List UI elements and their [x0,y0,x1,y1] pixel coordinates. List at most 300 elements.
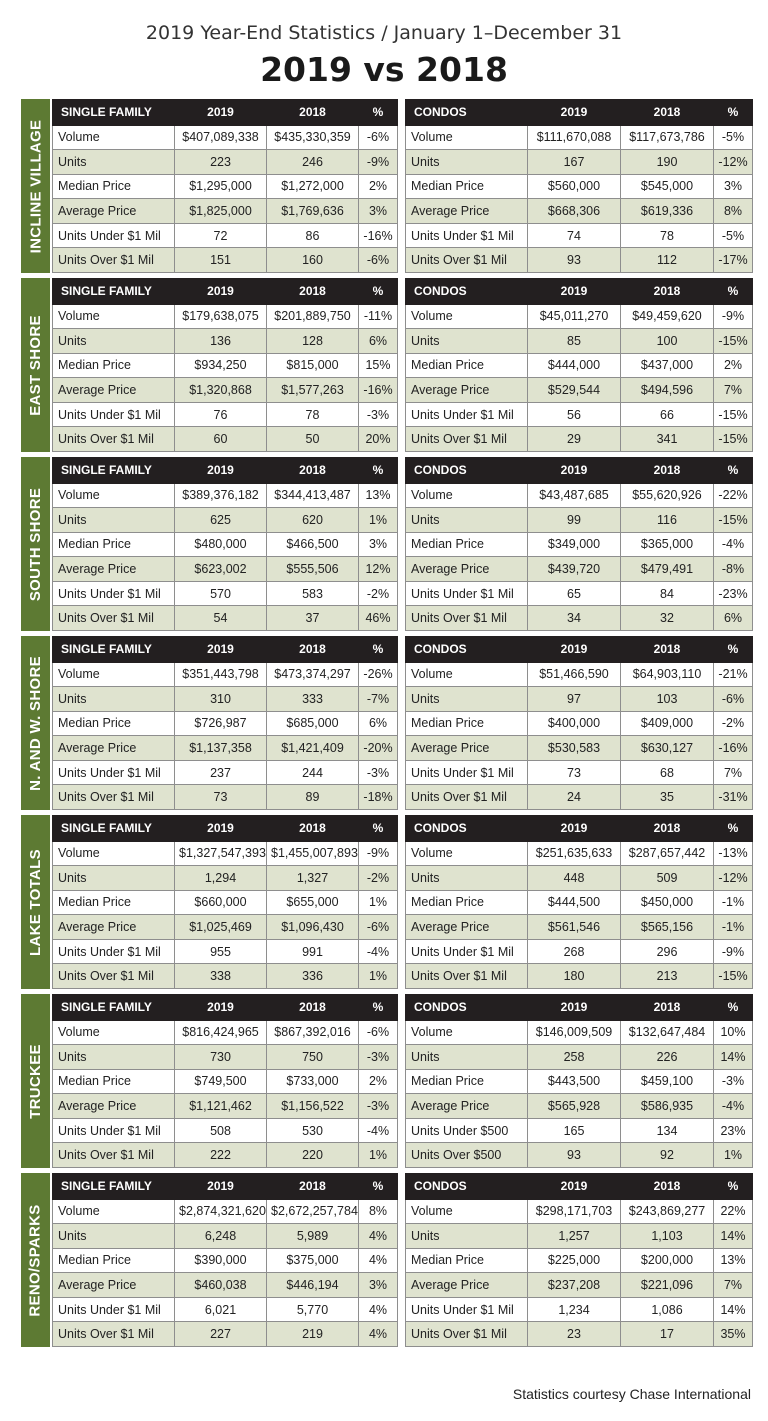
value-2019: $407,089,338 [175,125,267,150]
value-2018: $479,491 [621,557,714,582]
value-2018: 89 [267,785,359,810]
row-label: Units [406,508,528,533]
value-2019: $51,466,590 [528,662,621,687]
value-2019: 310 [175,687,267,712]
row-label: Units Under $1 Mil [406,581,528,606]
percent-change: -5% [714,223,753,248]
value-2018: 92 [621,1143,714,1168]
percent-change: 2% [359,174,398,199]
row-label: Median Price [53,353,175,378]
percent-change: 14% [714,1224,753,1249]
table-row [406,581,753,606]
row-label: Units Under $1 Mil [406,760,528,785]
table-row [53,353,398,378]
percent-change: -3% [359,402,398,427]
percent-change: -4% [714,532,753,557]
value-2019: 508 [175,1118,267,1143]
table-row [406,711,753,736]
percent-change: 3% [359,1273,398,1298]
row-label: Average Price [53,915,175,940]
value-2019: 1,234 [528,1297,621,1322]
value-2018: $466,500 [267,532,359,557]
table-row [53,915,398,940]
percent-change: 46% [359,606,398,631]
percent-change: -26% [359,662,398,687]
row-label: Volume [53,125,175,150]
value-2019: 24 [528,785,621,810]
column-2019: 2019 [175,816,267,842]
table-row [406,841,753,866]
percent-change: 35% [714,1322,753,1347]
value-2018: $49,459,620 [621,304,714,329]
percent-change: 1% [714,1143,753,1168]
value-2019: $400,000 [528,711,621,736]
row-label: Median Price [406,532,528,557]
table-row [406,483,753,508]
row-label: Units Over $1 Mil [406,1322,528,1347]
value-2018: $64,903,110 [621,662,714,687]
value-2019: 730 [175,1045,267,1070]
value-2018: 1,103 [621,1224,714,1249]
region-incline-village [21,99,752,273]
row-label: Median Price [53,174,175,199]
value-2019: 625 [175,508,267,533]
value-2018: $2,672,257,784 [267,1199,359,1224]
value-2018: $221,096 [621,1273,714,1298]
table-row [53,736,398,761]
table-row [53,1273,398,1298]
table-row [406,378,753,403]
value-2018: 5,989 [267,1224,359,1249]
value-2019: 227 [175,1322,267,1347]
row-label: Volume [53,841,175,866]
table-row [406,1224,753,1249]
single-family-table [52,457,398,631]
single-family-table [52,278,398,452]
row-label: Units [53,866,175,891]
column-percent: % [359,279,398,305]
value-2018: $409,000 [621,711,714,736]
region-label [21,815,50,989]
row-label: Units [406,150,528,175]
row-label: Units Over $1 Mil [53,964,175,989]
condos-table [405,457,753,631]
row-label: Units Over $1 Mil [406,248,528,273]
value-2018: 78 [621,223,714,248]
value-2018: 17 [621,1322,714,1347]
table-row [406,125,753,150]
column-percent: % [359,637,398,663]
table-heading: SINGLE FAMILY [53,279,175,305]
value-2019: 180 [528,964,621,989]
percent-change: -11% [359,304,398,329]
condos-table [405,278,753,452]
value-2019: 93 [528,248,621,273]
row-label: Average Price [53,378,175,403]
percent-change: 1% [359,890,398,915]
table-row [406,1143,753,1168]
value-2019: $623,002 [175,557,267,582]
value-2019: 151 [175,248,267,273]
value-2019: 268 [528,939,621,964]
row-label: Average Price [53,736,175,761]
region-n-and-w-shore [21,636,752,810]
region-name: INCLINE VILLAGE [27,119,45,253]
value-2019: $561,546 [528,915,621,940]
single-family-table [52,1173,398,1347]
percent-change: -22% [714,483,753,508]
table-row [406,174,753,199]
row-label: Units Under $1 Mil [53,760,175,785]
row-label: Units Over $1 Mil [53,785,175,810]
percent-change: -8% [714,557,753,582]
percent-change: 13% [714,1248,753,1273]
value-2018: 620 [267,508,359,533]
table-row [406,1248,753,1273]
table-row [406,964,753,989]
row-label: Units Under $1 Mil [406,402,528,427]
table-row [53,402,398,427]
row-label: Units Under $1 Mil [53,939,175,964]
row-label: Units Over $500 [406,1143,528,1168]
value-2019: $749,500 [175,1069,267,1094]
percent-change: 10% [714,1020,753,1045]
percent-change: 7% [714,378,753,403]
value-2018: $437,000 [621,353,714,378]
percent-change: -15% [714,329,753,354]
table-row [53,557,398,582]
value-2018: $815,000 [267,353,359,378]
percent-change: -6% [714,687,753,712]
row-label: Units [53,508,175,533]
percent-change: 1% [359,964,398,989]
table-row [406,662,753,687]
row-label: Units Under $1 Mil [53,581,175,606]
value-2019: $726,987 [175,711,267,736]
table-heading: SINGLE FAMILY [53,100,175,126]
row-label: Volume [406,125,528,150]
percent-change: -1% [714,915,753,940]
row-label: Units Under $1 Mil [53,1297,175,1322]
value-2018: $1,272,000 [267,174,359,199]
value-2019: $668,306 [528,199,621,224]
region-truckee [21,994,752,1168]
row-label: Median Price [406,1248,528,1273]
value-2018: $685,000 [267,711,359,736]
value-2019: 165 [528,1118,621,1143]
percent-change: 1% [359,508,398,533]
row-label: Units Over $1 Mil [53,427,175,452]
percent-change: -6% [359,248,398,273]
percent-change: 8% [714,199,753,224]
table-row [53,248,398,273]
percent-change: -3% [714,1069,753,1094]
percent-change: -4% [359,939,398,964]
percent-change: 8% [359,1199,398,1224]
column-2019: 2019 [528,1174,621,1200]
percent-change: -9% [359,150,398,175]
value-2018: 750 [267,1045,359,1070]
row-label: Units Under $1 Mil [406,223,528,248]
percent-change: -21% [714,662,753,687]
table-row [406,1094,753,1119]
column-2018: 2018 [267,100,359,126]
value-2018: 219 [267,1322,359,1347]
row-label: Units Under $1 Mil [53,1118,175,1143]
value-2018: 160 [267,248,359,273]
table-row [406,427,753,452]
value-2018: 296 [621,939,714,964]
percent-change: -20% [359,736,398,761]
value-2019: 60 [175,427,267,452]
column-2019: 2019 [528,458,621,484]
region-name: EAST SHORE [27,314,45,416]
table-heading: CONDOS [406,100,528,126]
region-name: TRUCKEE [27,1043,45,1119]
value-2019: 76 [175,402,267,427]
row-label: Volume [53,483,175,508]
table-row [53,1199,398,1224]
value-2018: $473,374,297 [267,662,359,687]
table-row [406,223,753,248]
percent-change: -12% [714,866,753,891]
row-label: Units Under $1 Mil [53,223,175,248]
table-row [406,150,753,175]
column-percent: % [359,1174,398,1200]
table-row [53,662,398,687]
row-label: Median Price [406,711,528,736]
value-2018: 66 [621,402,714,427]
column-percent: % [359,816,398,842]
value-2018: $733,000 [267,1069,359,1094]
row-label: Median Price [406,1069,528,1094]
row-label: Units [406,1045,528,1070]
value-2019: $2,874,321,620 [175,1199,267,1224]
percent-change: 3% [359,532,398,557]
row-label: Average Price [53,1273,175,1298]
percent-change: 6% [359,711,398,736]
table-heading: CONDOS [406,816,528,842]
table-heading: CONDOS [406,1174,528,1200]
single-family-table [52,815,398,989]
row-label: Units Over $1 Mil [53,1143,175,1168]
value-2019: $1,825,000 [175,199,267,224]
page-title: 2019 vs 2018 [260,50,508,89]
value-2019: 6,021 [175,1297,267,1322]
percent-change: 6% [359,329,398,354]
table-heading: SINGLE FAMILY [53,637,175,663]
statistics-credit: Statistics courtesy Chase International [512,1386,751,1402]
table-row [53,1045,398,1070]
table-row [406,939,753,964]
row-label: Average Price [406,557,528,582]
value-2019: 6,248 [175,1224,267,1249]
percent-change: -15% [714,427,753,452]
value-2019: 955 [175,939,267,964]
single-family-table [52,994,398,1168]
table-row [53,687,398,712]
percent-change: 7% [714,1273,753,1298]
table-row [53,378,398,403]
column-2018: 2018 [621,637,714,663]
table-heading: SINGLE FAMILY [53,816,175,842]
value-2018: 991 [267,939,359,964]
value-2019: $816,424,965 [175,1020,267,1045]
table-row [406,1297,753,1322]
value-2018: $201,889,750 [267,304,359,329]
value-2019: 85 [528,329,621,354]
value-2018: $243,869,277 [621,1199,714,1224]
percent-change: 6% [714,606,753,631]
percent-change: -23% [714,581,753,606]
table-row [406,557,753,582]
value-2018: 583 [267,581,359,606]
value-2018: 100 [621,329,714,354]
value-2019: $1,327,547,393 [175,841,267,866]
column-2019: 2019 [175,995,267,1021]
value-2018: 134 [621,1118,714,1143]
column-percent: % [714,1174,753,1200]
column-2018: 2018 [621,995,714,1021]
table-row [406,199,753,224]
table-row [53,304,398,329]
percent-change: 14% [714,1045,753,1070]
value-2019: $560,000 [528,174,621,199]
table-row [53,890,398,915]
table-row [406,606,753,631]
column-2018: 2018 [621,279,714,305]
condos-table [405,1173,753,1347]
row-label: Average Price [406,736,528,761]
value-2018: $1,421,409 [267,736,359,761]
value-2019: 65 [528,581,621,606]
row-label: Median Price [53,532,175,557]
value-2019: $480,000 [175,532,267,557]
row-label: Units Under $1 Mil [406,1297,528,1322]
row-label: Units Under $1 Mil [406,939,528,964]
value-2019: 72 [175,223,267,248]
percent-change: -16% [714,736,753,761]
value-2019: 93 [528,1143,621,1168]
row-label: Median Price [406,890,528,915]
percent-change: -2% [359,581,398,606]
row-label: Units [53,687,175,712]
value-2019: $225,000 [528,1248,621,1273]
value-2018: 333 [267,687,359,712]
value-2018: $1,455,007,893 [267,841,359,866]
table-row [406,890,753,915]
percent-change: -9% [714,304,753,329]
region-label [21,278,50,452]
table-row [53,581,398,606]
value-2018: $459,100 [621,1069,714,1094]
value-2019: $237,208 [528,1273,621,1298]
value-2018: $117,673,786 [621,125,714,150]
value-2018: 509 [621,866,714,891]
table-row [406,508,753,533]
value-2018: $565,156 [621,915,714,940]
table-row [53,760,398,785]
column-2018: 2018 [267,995,359,1021]
table-heading: CONDOS [406,279,528,305]
row-label: Units Over $1 Mil [406,964,528,989]
column-2019: 2019 [175,279,267,305]
row-label: Average Price [406,915,528,940]
value-2018: $55,620,926 [621,483,714,508]
value-2019: $529,544 [528,378,621,403]
value-2018: $1,769,636 [267,199,359,224]
row-label: Average Price [406,1094,528,1119]
table-heading: SINGLE FAMILY [53,995,175,1021]
row-label: Volume [406,662,528,687]
value-2019: 167 [528,150,621,175]
percent-change: -6% [359,125,398,150]
column-2019: 2019 [528,100,621,126]
value-2019: $1,295,000 [175,174,267,199]
percent-change: -17% [714,248,753,273]
value-2019: $565,928 [528,1094,621,1119]
region-name: SOUTH SHORE [27,487,44,601]
column-2018: 2018 [621,816,714,842]
value-2019: 448 [528,866,621,891]
value-2018: $132,647,484 [621,1020,714,1045]
table-heading: CONDOS [406,458,528,484]
column-percent: % [714,100,753,126]
row-label: Units [53,329,175,354]
value-2018: $365,000 [621,532,714,557]
percent-change: -5% [714,125,753,150]
column-2019: 2019 [175,1174,267,1200]
table-row [406,687,753,712]
table-row [53,866,398,891]
value-2018: 244 [267,760,359,785]
percent-change: -4% [359,1118,398,1143]
row-label: Units Over $1 Mil [406,427,528,452]
value-2019: 34 [528,606,621,631]
row-label: Median Price [53,1248,175,1273]
value-2018: 1,086 [621,1297,714,1322]
column-2018: 2018 [267,816,359,842]
percent-change: 4% [359,1248,398,1273]
row-label: Units [53,1045,175,1070]
table-heading: SINGLE FAMILY [53,458,175,484]
row-label: Median Price [53,890,175,915]
value-2018: 68 [621,760,714,785]
row-label: Median Price [406,174,528,199]
row-label: Units [406,866,528,891]
value-2019: 258 [528,1045,621,1070]
value-2019: $111,670,088 [528,125,621,150]
table-row [53,1224,398,1249]
region-name: LAKE TOTALS [27,848,45,956]
percent-change: -2% [359,866,398,891]
value-2019: 136 [175,329,267,354]
percent-change: -15% [714,964,753,989]
percent-change: -6% [359,915,398,940]
percent-change: 2% [359,1069,398,1094]
value-2018: 50 [267,427,359,452]
percent-change: 3% [714,174,753,199]
table-row [406,1273,753,1298]
value-2019: $934,250 [175,353,267,378]
row-label: Volume [53,1020,175,1045]
column-percent: % [359,458,398,484]
row-label: Median Price [53,1069,175,1094]
condos-table [405,99,753,273]
value-2018: 103 [621,687,714,712]
percent-change: -12% [714,150,753,175]
value-2019: $1,121,462 [175,1094,267,1119]
